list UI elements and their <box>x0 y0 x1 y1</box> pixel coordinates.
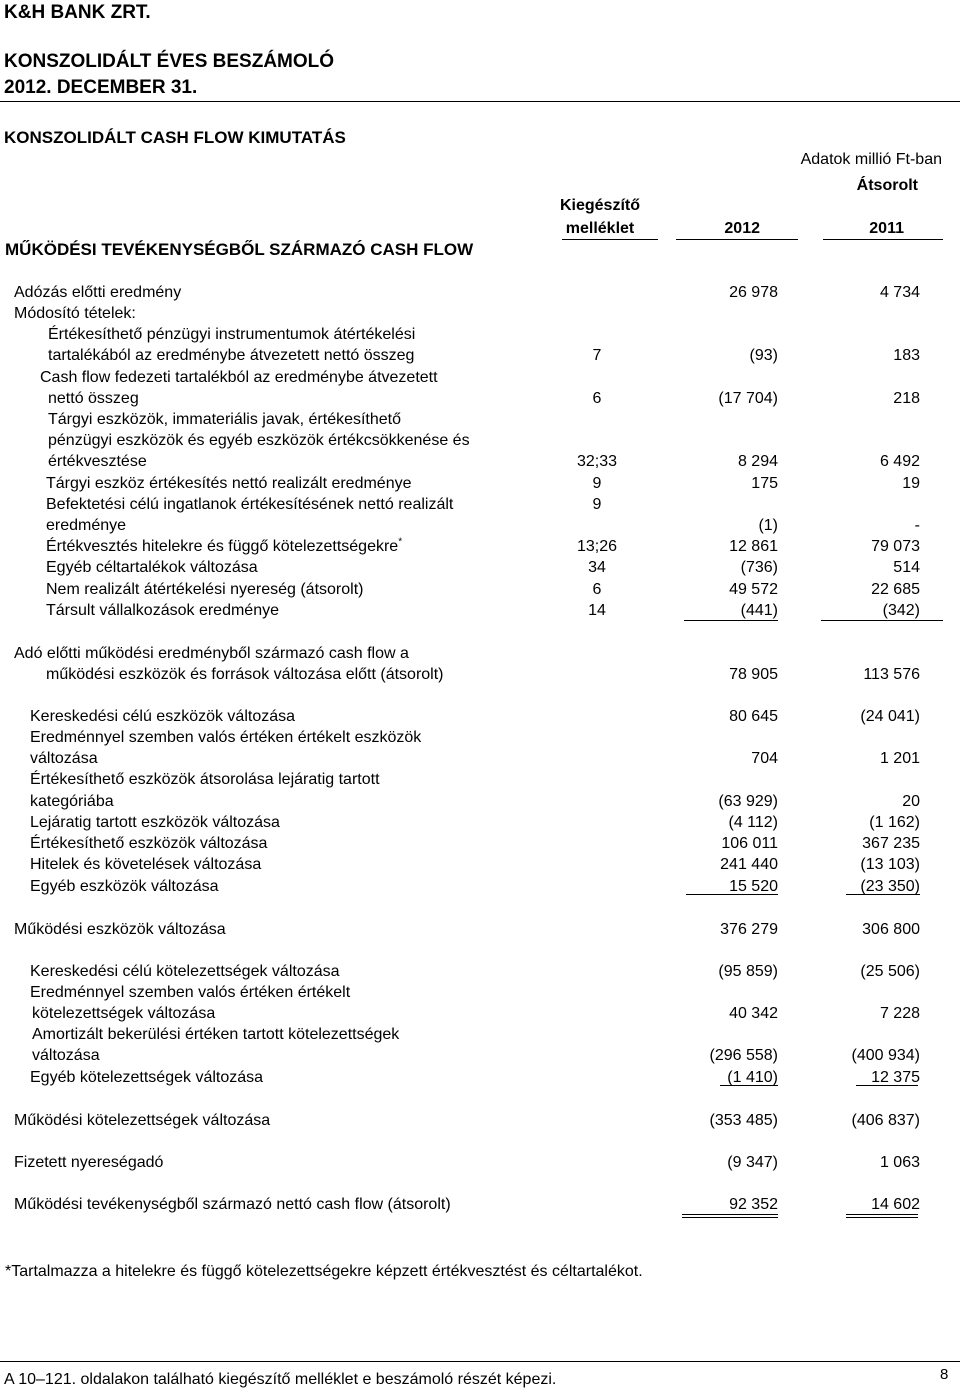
row-label: Tárgyi eszköz értékesítés nettó realizált eredménye <box>46 475 412 492</box>
row-label: Kereskedési célú kötelezettségek változása <box>30 963 340 980</box>
row-value-2011: 12 375 <box>871 1069 920 1086</box>
row-label: Módosító tételek: <box>14 305 136 322</box>
header-divider <box>0 101 960 102</box>
subtotal-rule-2012 <box>684 620 778 621</box>
row-value-2012: (1 410) <box>727 1069 778 1086</box>
row-label: Értékesíthető eszközök átsorolása lejáratig tartott <box>30 771 380 788</box>
row-value-2011: 1 201 <box>879 750 920 767</box>
row-note-ref: 14 <box>588 602 606 619</box>
row-label: Eredménnyel szemben valós értéken értékelt eszközök <box>30 729 422 746</box>
total-rule-2012-a <box>682 1214 778 1215</box>
footnote-marker: * <box>398 536 403 548</box>
row-value-2012: 8 294 <box>737 453 778 470</box>
row-value-2011: (13 103) <box>860 856 920 873</box>
liabilities-rule-2011 <box>856 1085 918 1086</box>
row-value-2012: 92 352 <box>729 1196 778 1213</box>
row-value-2012: (4 112) <box>728 814 778 831</box>
row-label: Adó előtti működési eredményből származó cash flow a <box>14 645 409 662</box>
row-label: változása <box>30 750 98 767</box>
row-value-2011: (25 506) <box>860 963 920 980</box>
row-value-2012: 49 572 <box>729 581 778 598</box>
note-column-header-line2: melléklet <box>565 220 635 237</box>
row-value-2012: (353 485) <box>709 1112 778 1129</box>
total-rule-2011-a <box>846 1214 918 1215</box>
row-label: kötelezettségek változása <box>32 1005 216 1022</box>
footer-divider <box>0 1361 960 1362</box>
row-note-ref: 13;26 <box>576 538 618 555</box>
row-value-2012: 106 011 <box>721 835 778 852</box>
assets-rule-2011 <box>846 894 920 895</box>
row-label: nettó összeg <box>48 390 139 407</box>
row-label: Fizetett nyereségadó <box>14 1154 164 1171</box>
row-value-2012: (93) <box>749 347 778 364</box>
row-note-ref: 9 <box>592 475 602 492</box>
year-2012-underline <box>676 239 798 240</box>
row-label: Működési kötelezettségek változása <box>14 1112 271 1129</box>
row-value-2011: 6 492 <box>879 453 920 470</box>
row-label: Egyéb kötelezettségek változása <box>30 1069 264 1086</box>
footer-text: A 10–121. oldalakon található kiegészítő melléklet e beszámoló részét képezi. <box>4 1371 557 1388</box>
row-value-2012: (1) <box>758 517 778 534</box>
page-number: 8 <box>940 1366 949 1383</box>
year-2012-header: 2012 <box>724 220 760 237</box>
row-value-2011: 7 228 <box>879 1005 920 1022</box>
row-value-2011: (342) <box>882 602 920 619</box>
row-label: Értékesíthető eszközök változása <box>30 835 268 852</box>
row-value-2011: 22 685 <box>871 581 920 598</box>
row-note-ref: 6 <box>592 390 602 407</box>
row-value-2011: 1 063 <box>879 1154 920 1171</box>
row-value-2012: 704 <box>751 750 778 767</box>
report-date: 2012. DECEMBER 31. <box>4 77 198 98</box>
row-value-2011: (24 041) <box>860 708 920 725</box>
row-value-2012: (63 929) <box>718 793 778 810</box>
row-label: kategóriába <box>30 793 114 810</box>
row-value-2012: (9 347) <box>727 1154 778 1171</box>
row-value-2012: 26 978 <box>729 284 778 301</box>
row-value-2012: 15 520 <box>729 878 778 895</box>
row-label: Amortizált bekerülési értéken tartott kötelezettségek <box>32 1026 400 1043</box>
row-value-2012: (17 704) <box>718 390 778 407</box>
note-column-header-line1: Kiegészítő <box>559 197 640 214</box>
row-label: Nem realizált átértékelési nyereség (átsorolt) <box>46 581 364 598</box>
row-label: Működési eszközök változása <box>14 921 226 938</box>
row-label: Kereskedési célú eszközök változása <box>30 708 296 725</box>
note-header-underline <box>562 239 658 240</box>
row-label: értékvesztése <box>48 453 147 470</box>
row-label: Eredménnyel szemben valós értéken értékelt <box>30 984 351 1001</box>
row-label: Társult vállalkozások eredménye <box>46 602 279 619</box>
row-value-2011: 113 576 <box>863 666 920 683</box>
row-label: Befektetési célú ingatlanok értékesítésének nettó realizált <box>46 496 454 513</box>
row-label: Adózás előtti eredmény <box>14 284 182 301</box>
row-value-2011: (406 837) <box>851 1112 920 1129</box>
total-rule-2011-b <box>846 1217 918 1218</box>
section-title: KONSZOLIDÁLT CASH FLOW KIMUTATÁS <box>4 128 346 147</box>
row-value-2011: 20 <box>902 793 920 810</box>
row-value-2011: (23 350) <box>860 878 920 895</box>
liabilities-rule-2012 <box>720 1085 778 1086</box>
row-value-2011: 183 <box>893 347 920 364</box>
row-value-2011: 14 602 <box>871 1196 920 1213</box>
row-label: Egyéb eszközök változása <box>30 878 219 895</box>
row-value-2011: 306 800 <box>862 921 920 938</box>
row-label: változása <box>32 1047 100 1064</box>
row-label: Tárgyi eszközök, immateriális javak, értékesíthető <box>48 411 402 428</box>
row-label: Lejáratig tartott eszközök változása <box>30 814 280 831</box>
units-note: Adatok millió Ft-ban <box>800 151 942 168</box>
row-value-2011: 19 <box>902 475 920 492</box>
subsection-title: MŰKÖDÉSI TEVÉKENYSÉGBŐL SZÁRMAZÓ CASH FLOW <box>5 240 474 259</box>
company-name: K&H BANK ZRT. <box>4 2 151 23</box>
row-value-2012: (296 558) <box>709 1047 778 1064</box>
row-value-2011: 4 734 <box>879 284 920 301</box>
row-note-ref: 9 <box>592 496 602 513</box>
row-label: Működési tevékenységből származó nettó cash flow (átsorolt) <box>14 1196 451 1213</box>
row-label: eredménye <box>46 517 127 534</box>
row-note-ref: 32;33 <box>576 453 618 470</box>
row-label: pénzügyi eszközök és egyéb eszközök értékcsökkenése és <box>48 432 470 449</box>
row-label: Egyéb céltartalékok változása <box>46 559 258 576</box>
row-value-2012: 40 342 <box>729 1005 778 1022</box>
row-value-2012: 175 <box>751 475 778 492</box>
restated-label: Átsorolt <box>856 177 918 194</box>
row-value-2012: 241 440 <box>720 856 778 873</box>
row-label <box>46 536 403 555</box>
row-label: Hitelek és követelések változása <box>30 856 262 873</box>
row-value-2012: (95 859) <box>718 963 778 980</box>
row-value-2012: 376 279 <box>720 921 778 938</box>
row-value-2012: (441) <box>740 602 778 619</box>
row-label: működési eszközök és források változása előtt (átsorolt) <box>46 666 444 683</box>
row-value-2011: 514 <box>893 559 920 576</box>
row-label-text: Értékvesztés hitelekre és függő kötelezettségekre <box>46 538 399 555</box>
subtotal-rule-2011 <box>821 620 943 621</box>
row-label: Értékesíthető pénzügyi instrumentumok átértékelési <box>48 326 416 343</box>
row-value-2011: (1 162) <box>869 814 920 831</box>
row-value-2011: (400 934) <box>851 1047 920 1064</box>
row-note-ref: 7 <box>592 347 602 364</box>
year-2011-header: 2011 <box>869 220 904 237</box>
report-title: KONSZOLIDÁLT ÉVES BESZÁMOLÓ <box>4 51 335 72</box>
row-value-2011: 218 <box>893 390 920 407</box>
row-label: Cash flow fedezeti tartalékból az eredménybe átvezetett <box>40 369 438 386</box>
row-value-2012: 12 861 <box>729 538 778 555</box>
row-label: tartalékából az eredménybe átvezetett nettó összeg <box>48 347 415 364</box>
row-value-2011: - <box>914 517 920 534</box>
row-note-ref: 6 <box>592 581 602 598</box>
row-value-2011: 79 073 <box>871 538 920 555</box>
footnote: *Tartalmazza a hitelekre és függő kötelezettségekre képzett értékvesztést és céltartalékot. <box>5 1263 643 1280</box>
row-value-2012: (736) <box>740 559 778 576</box>
row-note-ref: 34 <box>588 559 606 576</box>
row-value-2012: 78 905 <box>729 666 778 683</box>
row-value-2012: 80 645 <box>729 708 778 725</box>
total-rule-2012-b <box>682 1217 778 1218</box>
year-2011-underline <box>823 239 943 240</box>
row-value-2011: 367 235 <box>862 835 920 852</box>
assets-rule-2012 <box>686 894 778 895</box>
